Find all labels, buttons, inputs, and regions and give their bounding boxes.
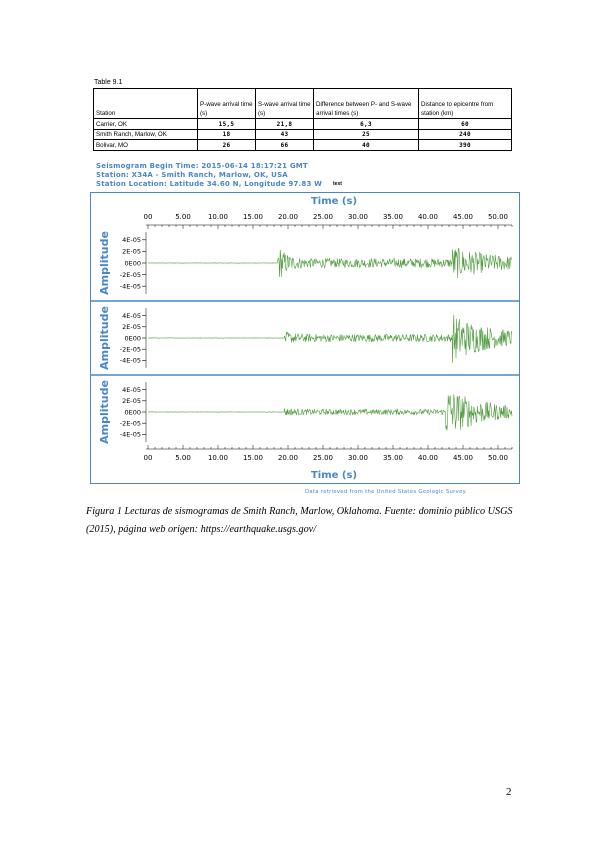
bottom-time-tick-label: 30.00 <box>347 454 369 462</box>
cell-p-wave: 15,5 <box>198 119 256 130</box>
top-time-tick-label: 45.00 <box>452 213 474 221</box>
top-time-tick-label: 5.00 <box>175 213 191 221</box>
x-axis-title-top: Time (s) <box>310 196 358 207</box>
cell-distance: 390 <box>419 140 512 151</box>
seismogram-trace <box>148 394 512 430</box>
x-axis-title-bottom: Time (s) <box>310 470 358 481</box>
y-tick-label: 4E-05 <box>122 385 141 394</box>
y-tick-label: 0E00 <box>124 334 141 343</box>
cell-p-wave: 18 <box>198 129 256 140</box>
bottom-time-tick-label: 00 <box>143 454 153 462</box>
top-time-tick-label: 20.00 <box>277 213 299 221</box>
cell-distance: 240 <box>419 129 512 140</box>
y-tick-label: 4E-05 <box>122 311 141 320</box>
cell-distance: 60 <box>419 119 512 130</box>
bottom-time-tick-label: 50.00 <box>487 454 509 462</box>
cell-s-wave: 66 <box>256 140 314 151</box>
amplitude-label: Amplitude <box>98 231 111 295</box>
data-source-note: Data retrieved from the United States Geologic Survey. <box>305 489 468 495</box>
bottom-time-tick-label: 5.00 <box>175 454 191 462</box>
top-time-tick-label: 15.00 <box>242 213 264 221</box>
cell-s-wave: 43 <box>256 129 314 140</box>
top-time-tick-label: 40.00 <box>417 213 439 221</box>
page-number: 2 <box>506 786 512 798</box>
top-time-tick-label: 35.00 <box>382 213 404 221</box>
y-tick-label: 4E-05 <box>122 236 141 245</box>
cell-station: Carrier, OK <box>94 119 198 130</box>
y-tick-label: 0E00 <box>124 408 141 417</box>
bottom-time-tick-label: 10.00 <box>207 454 229 462</box>
top-time-tick-label: 00 <box>143 213 153 221</box>
y-tick-label: 2E-05 <box>122 397 141 406</box>
top-time-tick-label: 50.00 <box>487 213 509 221</box>
header-station: Station <box>94 89 198 119</box>
table-row <box>94 140 512 151</box>
seismogram-begin-time: Seismogram Begin Time: 2015-06-14 18:17:21 GMT <box>96 162 308 170</box>
top-time-tick-label: 30.00 <box>347 213 369 221</box>
seismogram-trace <box>148 248 512 278</box>
y-tick-label: -2E-05 <box>119 419 141 428</box>
table-row <box>94 119 512 130</box>
seismogram-location: Station Location: Latitude 34.60 N, Longitude 97.83 W <box>96 180 323 188</box>
cell-difference: 25 <box>314 129 419 140</box>
top-time-tick-label: 25.00 <box>312 213 334 221</box>
cell-station: Smith Ranch, Marlow, OK <box>94 129 198 140</box>
seismogram-trace <box>148 315 512 363</box>
amplitude-label: Amplitude <box>98 306 111 370</box>
y-tick-label: -4E-05 <box>119 430 141 439</box>
y-tick-label: -2E-05 <box>119 270 141 279</box>
cell-s-wave: 21,8 <box>256 119 314 130</box>
bottom-time-tick-label: 35.00 <box>382 454 404 462</box>
header-p-wave: P-wave arrival time (s) <box>198 89 256 119</box>
y-tick-label: -4E-05 <box>119 282 141 291</box>
top-time-tick-label: 10.00 <box>207 213 229 221</box>
header-s-wave: S-wave arrival time (s) <box>256 89 314 119</box>
cell-p-wave: 26 <box>198 140 256 151</box>
wave-arrival-table <box>93 88 512 151</box>
bottom-time-tick-label: 45.00 <box>452 454 474 462</box>
header-difference: Difference between P- and S-wave arrival times (s) <box>314 89 419 119</box>
cell-difference: 6,3 <box>314 119 419 130</box>
bottom-time-tick-label: 20.00 <box>277 454 299 462</box>
header-distance: Distance to epicentre from station (km) <box>419 89 512 119</box>
amplitude-label: Amplitude <box>98 380 111 444</box>
table-caption: Table 9.1 <box>94 79 123 86</box>
table-header-row <box>94 89 512 119</box>
y-tick-label: -4E-05 <box>119 356 141 365</box>
cell-station: Bolivar, MO <box>94 140 198 151</box>
y-tick-label: 0E00 <box>124 259 141 268</box>
figure-caption: Figura 1 Lecturas de sismogramas de Smith Ranch, Marlow, Oklahoma. Fuente: dominio público USGS (2015), página web origen: https://earthquake.usgs.gov/ <box>86 506 513 535</box>
seismogram-chart <box>90 192 520 484</box>
y-tick-label: 2E-05 <box>122 323 141 332</box>
y-tick-label: 2E-05 <box>122 247 141 256</box>
bottom-time-tick-label: 40.00 <box>417 454 439 462</box>
text-mark: text <box>333 181 342 187</box>
y-tick-label: -2E-05 <box>119 345 141 354</box>
seismogram-station: Station: X34A - Smith Ranch, Marlow, OK, USA <box>96 171 288 179</box>
seismogram-header <box>96 162 322 189</box>
cell-difference: 40 <box>314 140 419 151</box>
bottom-time-tick-label: 25.00 <box>312 454 334 462</box>
table-row <box>94 129 512 140</box>
bottom-time-tick-label: 15.00 <box>242 454 264 462</box>
